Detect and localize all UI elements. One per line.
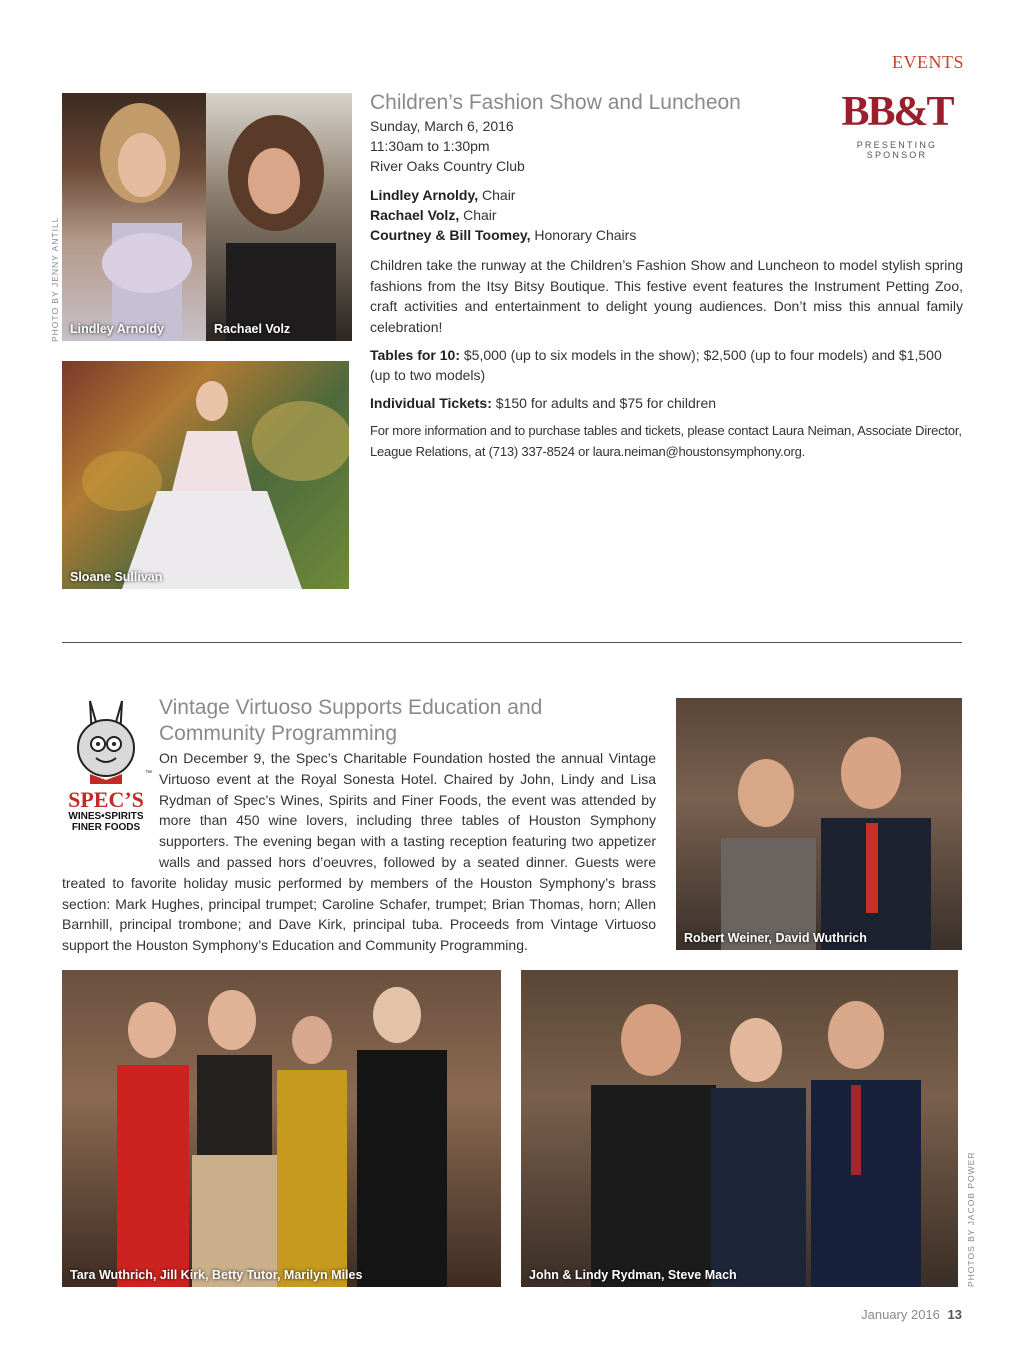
photo-rydman xyxy=(521,970,958,1287)
tickets-info xyxy=(370,393,963,413)
caption-group: Tara Wuthrich, Jill Kirk, Betty Tutor, Marilyn Miles xyxy=(70,1268,363,1282)
event-date: Sunday, March 6, 2016 xyxy=(370,118,514,134)
event-venue: River Oaks Country Club xyxy=(370,158,525,174)
portrait-volz-art xyxy=(206,93,352,341)
chair-name: Lindley Arnoldy, xyxy=(370,187,479,203)
photo-credit-antill: PHOTO BY JENNY ANTILL xyxy=(50,216,60,342)
vintage-body: On December 9, the Spec’s Charitable Foundation hosted the annual Vintage Virtuoso event at the Royal Sonesta Hotel. Chaired by John, Lindy and Lisa Rydman of Spec’s Wines, Spirits and Finer Foods, the event was attended by more than 450 wine lovers, including three tables of Houston Symphony supporters. The evening began with a tasting reception featuring two appetizer walls and passed hors d’oeuvres, followed by a seated dinner. Guests were treated to favorite holiday music performed by members of the Houston Symphony’s brass section: Mark Hughes, principal trumpet; Caroline Schafer, trumpet; Brian Thomas, horn; Allen Barnhill, principal trombone; and Dave Kirk, principal tuba. Proceeds from Vintage Virtuoso support the Houston Symphony’s Education and Community Programming. xyxy=(62,750,656,954)
tickets-text: $150 for adults and $75 for children xyxy=(495,395,717,411)
portrait-sullivan-art xyxy=(62,361,349,589)
specs-tm: ™ xyxy=(145,770,152,777)
vintage-title-line1: Vintage Virtuoso Supports Education and xyxy=(159,696,543,719)
bbt-logo: BB&T xyxy=(841,89,953,135)
photo-group xyxy=(62,970,501,1287)
chair-role: Honorary Chairs xyxy=(534,227,637,243)
photo-arnoldy xyxy=(62,93,206,341)
fashion-event xyxy=(370,90,963,462)
chair-line xyxy=(370,225,963,245)
fashion-title: Children’s Fashion Show and Luncheon xyxy=(370,91,741,114)
event-description: Children take the runway at the Children’s Fashion Show and Luncheon to model stylish spring fashions from the Itsy Bitsy Boutique. This festive event features the Instrument Petting Zoo, craft activities and entertainment to delight young audiences. Don’t miss this annual family celebration! xyxy=(370,257,963,335)
photo-sullivan xyxy=(62,361,349,589)
chair-line xyxy=(370,185,963,205)
specs-tagline-1: WINES•SPIRITS xyxy=(68,811,144,822)
caption-sullivan: Sloane Sullivan xyxy=(70,570,163,584)
logo-spacer xyxy=(62,748,159,852)
contact-info: For more information and to purchase tables and tickets, please contact Laura Neiman, Associate Director, League Relations, at (713) 337-8524 or laura.neiman@houstonsymphony.org. xyxy=(370,423,962,459)
caption-rydman: John & Lindy Rydman, Steve Mach xyxy=(529,1268,737,1282)
photo-weiner-wuthrich xyxy=(676,698,962,950)
page-footer xyxy=(861,1307,962,1322)
specs-name: SPEC’S xyxy=(68,787,144,812)
portrait-arnoldy-art xyxy=(62,93,206,341)
chair-line xyxy=(370,205,963,225)
chair-name: Courtney & Bill Toomey, xyxy=(370,227,531,243)
tickets-label: Individual Tickets: xyxy=(370,395,492,411)
issue-date: January 2016 xyxy=(861,1307,940,1322)
vintage-title xyxy=(159,695,659,747)
photo-volz xyxy=(206,93,352,341)
vintage-body-wrap xyxy=(62,748,656,956)
portrait-group-art xyxy=(62,970,501,1287)
section-divider xyxy=(62,642,962,643)
chair-name: Rachael Volz, xyxy=(370,207,460,223)
specs-tagline-2: FINER FOODS xyxy=(71,822,141,833)
photo-credit-power: PHOTOS BY JACOB POWER xyxy=(966,1151,976,1287)
page-number: 13 xyxy=(947,1307,962,1322)
sponsor-label: PRESENTING SPONSOR xyxy=(856,140,938,160)
tables-info xyxy=(370,345,963,385)
caption-weiner: Robert Weiner, David Wuthrich xyxy=(684,931,867,945)
chair-role: Chair xyxy=(482,187,516,203)
section-label: EVENTS xyxy=(892,52,964,72)
portrait-rydman-art xyxy=(521,970,958,1287)
tables-label: Tables for 10: xyxy=(370,347,460,363)
chair-role: Chair xyxy=(463,207,497,223)
caption-arnoldy: Lindley Arnoldy xyxy=(70,322,164,336)
portrait-weiner-art xyxy=(676,698,962,950)
event-time: 11:30am to 1:30pm xyxy=(370,138,490,154)
tables-text: $5,000 (up to six models in the show); $2,500 (up to four models) and $1,500 (up to two models) xyxy=(370,347,942,383)
vintage-title-line2: Community Programming xyxy=(159,722,398,745)
caption-volz: Rachael Volz xyxy=(214,322,291,336)
